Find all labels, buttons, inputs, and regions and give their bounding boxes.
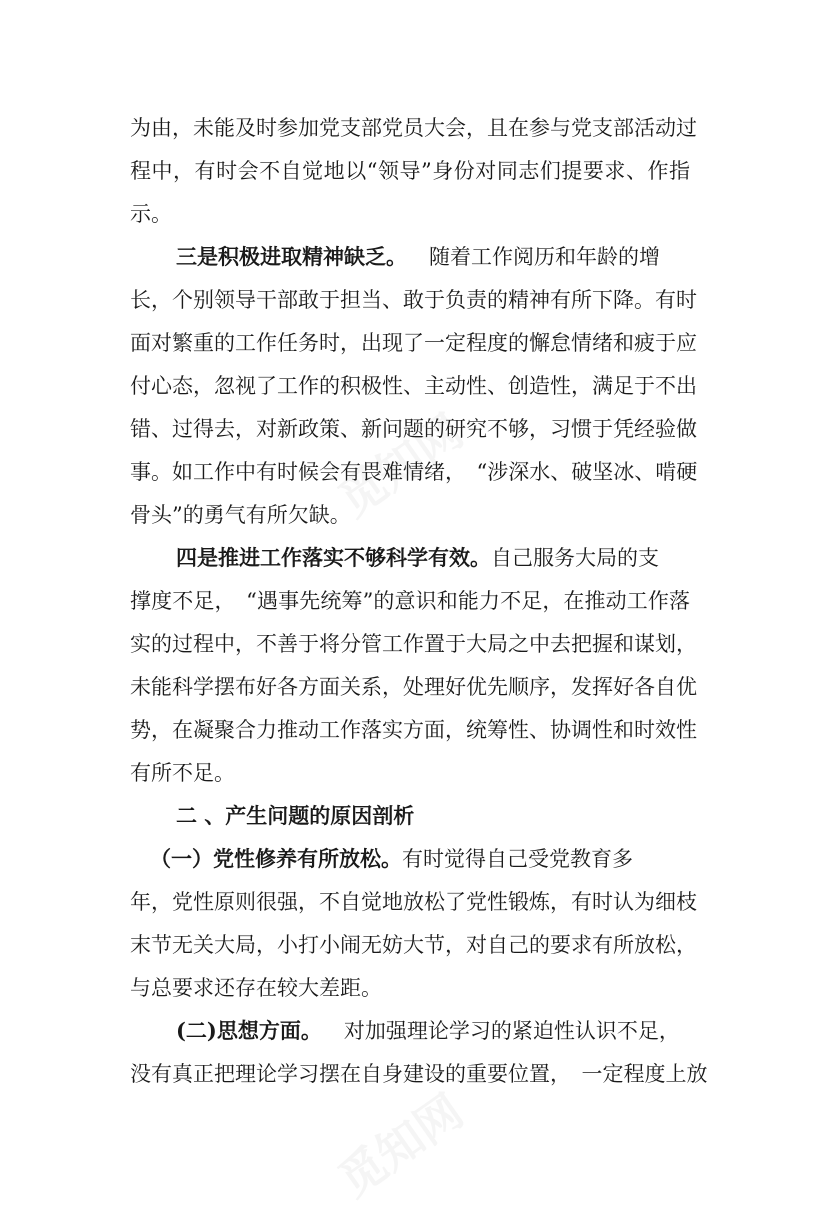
paragraph-line: 长，个别领导干部敢于担当、敢于负责的精神有所下降。有时 — [130, 288, 697, 312]
paragraph-line: 事。如工作中有时候会有畏难情绪， “涉深水、破坚冰、啃硬 — [130, 460, 698, 484]
paragraph-line: 未能科学摆布好各方面关系，处理好优先顺序，发挥好各自优 — [130, 675, 697, 699]
paragraph-item-4-first-line — [176, 543, 690, 573]
subsection-2-lead: (二)思想方面。 — [176, 1018, 322, 1043]
watermark: 觅知网 — [328, 403, 473, 528]
paragraph-line: 面对繁重的工作任务时，出现了一定程度的懈怠情绪和疲于应 — [130, 331, 697, 355]
paragraph-line: 错、过得去，对新政策、新问题的研究不够，习惯于凭经验做 — [130, 417, 697, 441]
paragraph-line: 年，党性原则很强，不自觉地放松了党性锻炼，有时认为细枝 — [130, 890, 697, 914]
paragraph-item-3-first-line — [176, 242, 690, 272]
paragraph-line: 撑度不足， “遇事先统筹”的意识和能力不足，在推动工作落 — [130, 589, 690, 613]
watermark: 觅知网 — [328, 1083, 473, 1208]
item-4-text: 自己服务大局的支 — [491, 546, 659, 570]
subsection-2-first-line — [176, 1016, 690, 1046]
paragraph-line: 末节无关大局，小打小闹无妨大节，对自己的要求有所放松， — [130, 933, 697, 957]
paragraph-line: 势，在凝聚合力推动工作落实方面，统筹性、协调性和时效性 — [130, 718, 697, 742]
section-heading: 二 、产生问题的原因剖析 — [176, 804, 415, 828]
subsection-1-first-line — [150, 844, 690, 874]
paragraph-line: 有所不足。 — [130, 761, 235, 785]
subsection-1-text: 有时觉得自己受党教育多 — [402, 847, 633, 871]
paragraph-line: 示。 — [130, 202, 172, 226]
paragraph-line: 没有真正把理论学习摆在自身建设的重要位置， 一定程度上放 — [130, 1062, 708, 1086]
paragraph-line: 实的过程中，不善于将分管工作置于大局之中去把握和谋划， — [130, 632, 697, 656]
paragraph-line: 程中，有时会不自觉地以“领导”身份对同志们提要求、作指 — [130, 159, 690, 183]
paragraph-line: 付心态，忽视了工作的积极性、主动性、创造性，满足于不出 — [130, 374, 697, 398]
paragraph-line: 为由，未能及时参加党支部党员大会，且在参与党支部活动过 — [130, 116, 697, 140]
paragraph-line: 骨头”的勇气有所欠缺。 — [130, 503, 351, 527]
item-3-lead: 三是积极进取精神缺乏。 — [176, 244, 407, 269]
item-4-lead: 四是推进工作落实不够科学有效。 — [176, 545, 491, 570]
subsection-1-lead: （一）党性修养有所放松。 — [150, 846, 402, 871]
subsection-2-text: 对加强理论学习的紧迫性认识不足， — [343, 1019, 680, 1043]
paragraph-line: 与总要求还存在较大差距。 — [130, 976, 382, 1000]
item-3-text: 随着工作阅历和年龄的增 — [429, 245, 660, 269]
